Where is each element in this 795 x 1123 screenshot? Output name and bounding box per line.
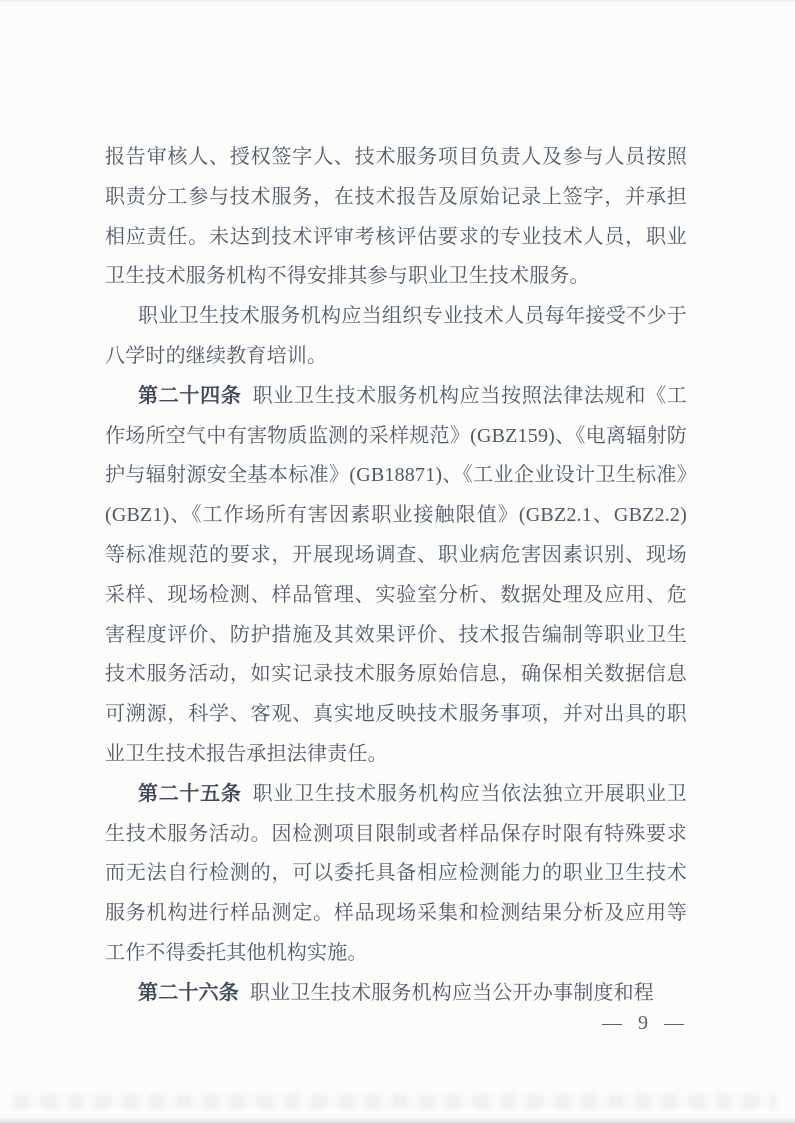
scan-bleed-band <box>14 1094 776 1109</box>
article-number-label: 第二十五条 <box>138 782 242 805</box>
paragraph-text: 报告审核人、授权签字人、技术服务项目负责人及参与人员按照职责分工参与技术服务，在技术报告及原始记录上签字，并承担相应责任。未达到技术评审考核评估要求的专业技术人员，职业卫生技术服务机构不得安排其参与职业卫生技术服务。 <box>105 146 687 288</box>
paragraph-article-24 <box>105 377 687 775</box>
paragraph-text: 职业卫生技术服务机构应当组织专业技术人员每年接受不少于八学时的继续教育培训。 <box>105 305 687 367</box>
scan-edge-top <box>0 0 795 3</box>
article-number-label: 第二十六条 <box>138 981 239 1004</box>
scan-edge-bottom <box>0 1117 795 1123</box>
scan-noise-bottom <box>12 1042 780 1100</box>
paragraph-continuation <box>105 138 687 297</box>
page-footer <box>0 1012 685 1035</box>
paragraph-article-25 <box>105 775 687 974</box>
paragraph-training <box>105 297 687 377</box>
paragraph-text: 职业卫生技术服务机构应当依法独立开展职业卫生技术服务活动。因检测项目限制或者样品保存时限有特殊要求而无法自行检测的，可以委托具备相应检测能力的职业卫生技术服务机构进行样品测定。样品现场采集和检测结果分析及应用等工作不得委托其他机构实施。 <box>105 782 687 964</box>
article-number-label: 第二十四条 <box>138 384 242 407</box>
paragraph-text: 职业卫生技术服务机构应当按照法律法规和《工作场所空气中有害物质监测的采样规范》(GBZ159)、《电离辐射防护与辐射源安全基本标准》(GB18871)、《工业企业设计卫生标准》(GBZ1)、《工作场所有害因素职业接触限值》(GBZ2.1、GBZ2.2)等标准规范的要求，开展现场调查、职业病危害因素识别、现场采样、现场检测、样品管理、实验室分析、数据处理及应用、危害程度评价、防护措施及其效果评价、技术报告编制等职业卫生技术服务活动，如实记录技术服务原始信息，确保相关数据信息可溯源，科学、客观、真实地反映技术服务事项，并对出具的职业卫生技术报告承担法律责任。 <box>105 384 687 765</box>
document-body <box>105 138 687 1014</box>
paragraph-article-26 <box>105 974 687 1014</box>
page-number: — 9 — <box>602 1012 685 1034</box>
scan-noise-top <box>70 22 670 140</box>
paragraph-text: 职业卫生技术服务机构应当公开办事制度和程 <box>250 981 654 1004</box>
